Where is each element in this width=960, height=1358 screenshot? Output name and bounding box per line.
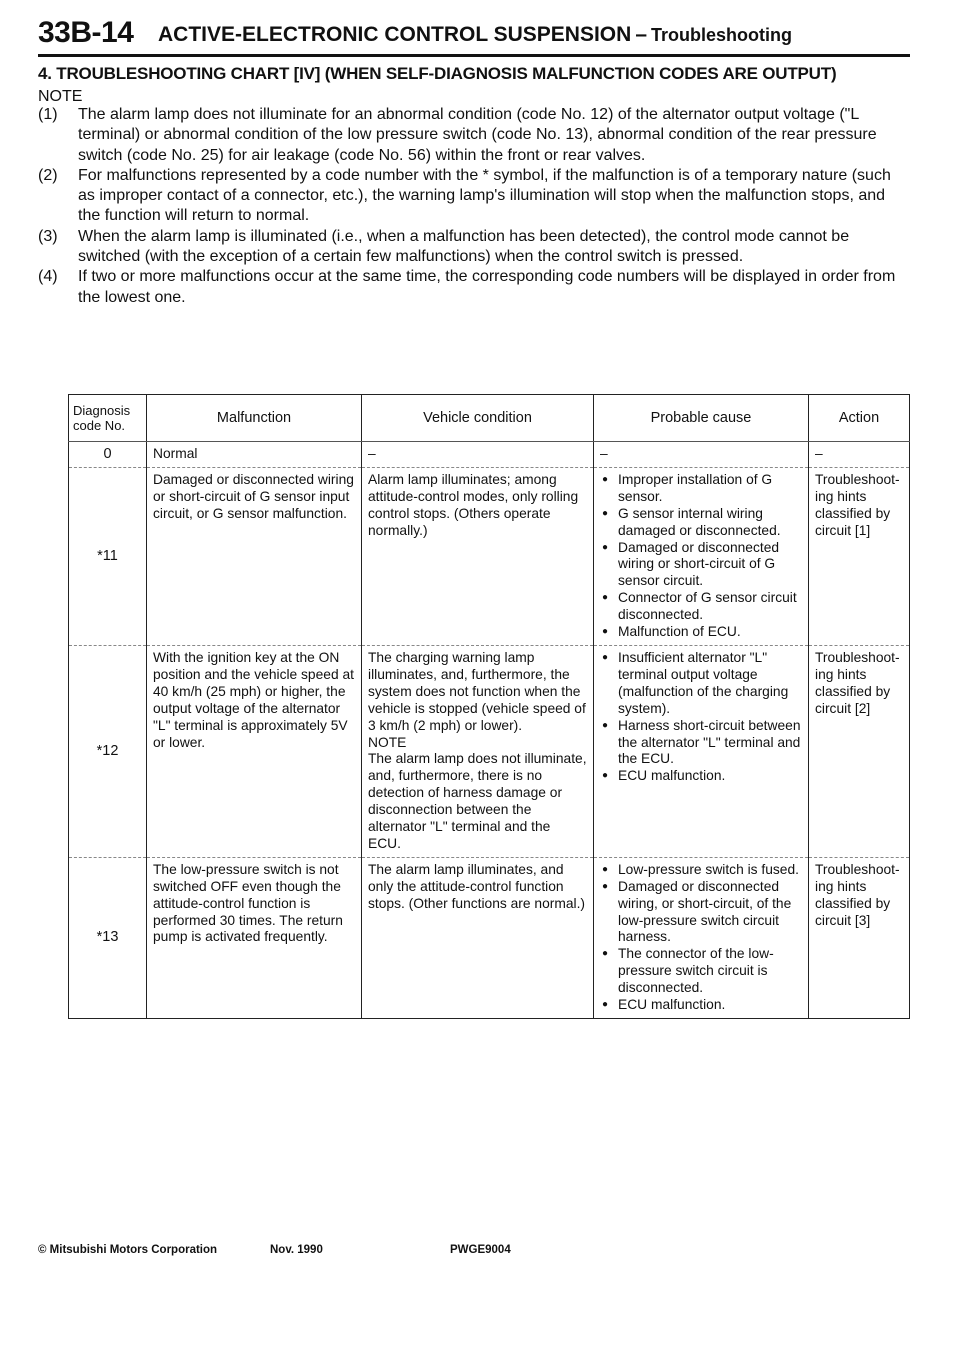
note-number: (2): [38, 166, 58, 184]
cause-list: [600, 472, 802, 641]
note-item: [38, 267, 910, 308]
vehicle-condition-cell: The alarm lamp illuminates, and only the attitude-control function stops. (Other functions are normal.): [362, 857, 594, 1018]
note-text: The alarm lamp does not illuminate for an abnormal condition (code No. 12) of the alternator output voltage ("L terminal) or abnormal condition of the low pressure switch (code No. 13), abnormal condition of the rear pressure switch (code No. 25) for air leakage (code No. 56) within the front or rear valves.: [78, 106, 877, 164]
malfunction-cell: Normal: [147, 442, 362, 468]
probable-cause-cell: [594, 857, 809, 1018]
table-row: [69, 857, 910, 1018]
code-cell: *13: [69, 857, 147, 1018]
copyright: © Mitsubishi Motors Corporation: [38, 1244, 218, 1256]
header-action: Action: [809, 395, 910, 442]
publication-code: PWGE9004: [450, 1244, 511, 1256]
cause-item: ● Damaged or disconnected wiring, or short-circuit, of the low-pressure switch circuit harness.: [600, 879, 802, 947]
table-row: [69, 442, 910, 468]
probable-cause-cell: [594, 645, 809, 857]
vehicle-condition-cell: –: [362, 442, 594, 468]
cause-item: ● ECU malfunction.: [600, 768, 802, 785]
cause-item: ● The connector of the low-pressure switch circuit is disconnected.: [600, 946, 802, 997]
troubleshooting-chart: [68, 394, 910, 1019]
cause-item: ● Connector of G sensor circuit disconnected.: [600, 590, 802, 624]
vehicle-condition-cell: Alarm lamp illuminates; among attitude-control modes, only rolling control stops. (Others operate normally.): [362, 467, 594, 645]
table-header-row: [69, 395, 910, 442]
table-row: [69, 645, 910, 857]
cause-item: ● Malfunction of ECU.: [600, 624, 802, 641]
cause-item: ● Harness short-circuit between the alternator "L" terminal and the ECU.: [600, 718, 802, 769]
note-item: [38, 166, 910, 227]
note-text: For malfunctions represented by a code number with the * symbol, if the malfunction is of a temporary nature (such as improper contact of a connector, etc.), the warning lamp's illumination will stop when the malfunction stops, and the function will return to normal.: [78, 166, 891, 225]
note-label: NOTE: [38, 88, 83, 105]
cause-item: ● ECU malfunction.: [600, 997, 802, 1014]
cause-list: [600, 650, 802, 785]
code-cell: 0: [69, 442, 147, 468]
action-cell: –: [809, 442, 910, 468]
header-vehicle-condition: Vehicle condition: [362, 395, 594, 442]
malfunction-cell: Damaged or disconnected wiring or short-circuit of G sensor input circuit, or G sensor malfunction.: [147, 467, 362, 645]
page-header: [38, 14, 910, 57]
note-number: (3): [38, 227, 58, 245]
vehicle-condition-cell: [362, 645, 594, 857]
header-malfunction: Malfunction: [147, 395, 362, 442]
vehicle-note-label: NOTE: [368, 734, 407, 750]
malfunction-cell: With the ignition key at the ON position and the vehicle speed at 40 km/h (25 mph) or higher, the output voltage of the alternator "L" terminal is approximately 5V or lower.: [147, 645, 362, 857]
header-probable-cause: Probable cause: [594, 395, 809, 442]
cause-item: ● Damaged or disconnected wiring or short-circuit of G sensor circuit.: [600, 540, 802, 591]
note-number: (4): [38, 268, 58, 286]
header-title-text: ACTIVE-ELECTRONIC CONTROL SUSPENSION: [158, 23, 632, 46]
cause-list: [600, 862, 802, 1014]
header-subtitle: Troubleshooting: [651, 25, 792, 45]
cause-item: ● Low-pressure switch is fused.: [600, 862, 802, 879]
page-number: 33B-14: [38, 16, 134, 49]
section-title: 4. TROUBLESHOOTING CHART [IV] (WHEN SELF-DIAGNOSIS MALFUNCTION CODES ARE OUTPUT): [38, 64, 837, 83]
cause-item: ● Improper installation of G sensor.: [600, 472, 802, 506]
action-cell: Troubleshoot-ing hints classified by circuit [3]: [809, 857, 910, 1018]
note-text: If two or more malfunctions occur at the same time, the corresponding code numbers will be displayed in order from the lowest one.: [78, 268, 896, 306]
probable-cause-cell: [594, 467, 809, 645]
cause-item: ● Insufficient alternator "L" terminal output voltage (malfunction of the charging system).: [600, 650, 802, 718]
action-cell: Troubleshoot-ing hints classified by circuit [2]: [809, 645, 910, 857]
notes-list: [38, 105, 910, 308]
cause-item: ● G sensor internal wiring damaged or disconnected.: [600, 506, 802, 540]
probable-cause-cell: –: [594, 442, 809, 468]
code-cell: *11: [69, 467, 147, 645]
header-dash: –: [635, 23, 647, 46]
table-row: [69, 467, 910, 645]
header-code: Diagnosis code No.: [69, 395, 147, 442]
header-title: [158, 23, 792, 47]
note-item: [38, 105, 910, 166]
note-text: When the alarm lamp is illuminated (i.e., when a malfunction has been detected), the control mode cannot be switched (with the exception of a certain few malfunctions) when the control switch is pressed.: [78, 227, 850, 266]
malfunction-cell: The low-pressure switch is not switched OFF even though the attitude-control function is performed 30 times. The return pump is activated frequently.: [147, 857, 362, 1018]
code-cell: *12: [69, 645, 147, 857]
note-number: (1): [38, 106, 58, 123]
action-cell: Troubleshoot-ing hints classified by circuit [1]: [809, 467, 910, 645]
publication-date: Nov. 1990: [270, 1244, 323, 1256]
vehicle-condition-text: The charging warning lamp illuminates, and, furthermore, the system does not function when the vehicle is stopped (vehicle speed of 3 km/h (2 mph) or lower).: [368, 649, 586, 733]
note-item: [38, 227, 910, 268]
vehicle-note-text: The alarm lamp does not illuminate, and, furthermore, there is no detection of harness damage or disconnection between the alternator "L" terminal and the ECU.: [368, 751, 587, 851]
